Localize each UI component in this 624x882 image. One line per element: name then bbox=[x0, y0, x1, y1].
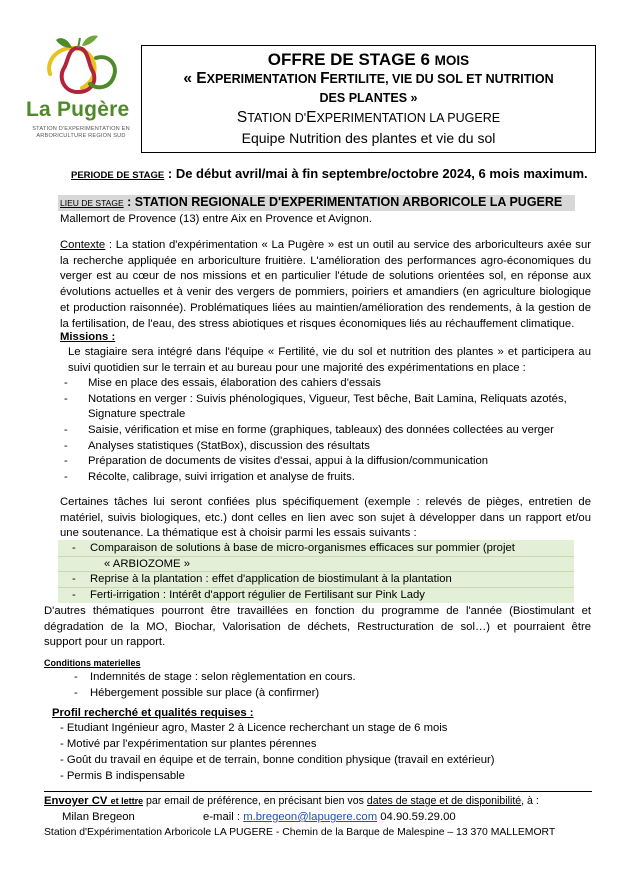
mission-item-2: Notations en verger : Suivis phénologiques, Vigueur, Test bêche, Bait Lamina, Reliquats azotés, bbox=[88, 393, 567, 405]
list-item: - bbox=[64, 455, 68, 467]
title-line-1: OFFRE DE STAGE 6 MOIS bbox=[267, 50, 470, 69]
contexte-paragraph: Contexte : La station d'expérimentation « La Pugère » est un outil au service des arboriculteurs axée sur la recherche appliquée en arboriculture fruitière. L'amélioration des performances agro-économiques du verger est au cœur de nos missions et en particulier l'étude de solutions orientées sol, en réponse aux évolutions actuelles et à venir des vergers de pommiers, poiriers et amandiers (en agriculture biologique et production raisonnée). Problématiques liées au maintien/amélioration des rendements, à la gestion de la fertilisation, de l'eau, des stress abiotiques et risques économiques liés au réchauffement climatique. bbox=[60, 239, 591, 330]
logo-subtitle: STATION D'EXPERIMENTATION EN ARBORICULTURE REGION SUD bbox=[32, 126, 130, 139]
contact-email-line: e-mail : m.bregeon@lapugere.com 04.90.59.29.00 bbox=[203, 811, 456, 823]
profil-label: Profil recherché et qualités requises : bbox=[52, 707, 254, 719]
mission-item-1: Mise en place des essais, élaboration des cahiers d'essais bbox=[88, 377, 381, 389]
mission-item-3: Saisie, vérification et mise en forme (graphiques, tableaux) des données collectées au verger bbox=[88, 424, 554, 436]
logo bbox=[24, 34, 134, 154]
missions-intro: Le stagiaire sera intégré dans l'équipe « Fertilité, vie du sol et nutrition des plantes » et participera au suivi quotidien sur le terrain et au bureau pour une majorité des expérimentations en place : bbox=[68, 346, 591, 374]
profil-item-1: - Etudiant Ingénieur agro, Master 2 à Licence recherchant un stage de 6 mois bbox=[60, 722, 448, 734]
periode-value: : De début avril/mai à fin septembre/octobre 2024, 6 mois maximum. bbox=[164, 166, 588, 181]
lieu-address: Mallemort de Provence (13) entre Aix en Provence et Avignon. bbox=[60, 213, 372, 225]
list-item: - bbox=[64, 471, 68, 483]
email-link[interactable]: m.bregeon@lapugere.com bbox=[243, 811, 378, 823]
envoyer-line: Envoyer CV et lettre par email de préférence, en précisant bien vos dates de stage et de disponibilité, à : bbox=[44, 795, 539, 807]
mission-item-4: Analyses statistiques (StatBox), discussion des résultats bbox=[88, 440, 370, 452]
lieu-value: : STATION REGIONALE D'EXPERIMENTATION ARBORICOLE LA PUGERE bbox=[123, 195, 563, 209]
title-box bbox=[141, 45, 596, 153]
profil-item-4: - Permis B indispensable bbox=[60, 770, 185, 782]
profil-item-2: - Motivé par l'expérimentation sur plantes pérennes bbox=[60, 738, 317, 750]
list-item: - bbox=[64, 393, 68, 405]
mission-item-2-cont: Signature spectrale bbox=[88, 408, 186, 420]
pear-apple-leaf-icon bbox=[38, 34, 120, 96]
list-item: - bbox=[64, 440, 68, 452]
list-item: - bbox=[74, 687, 78, 699]
mission-item-5: Préparation de documents de visites d'essai, appui à la diffusion/communication bbox=[88, 455, 489, 467]
missions-other: D'autres thématiques pourront être travaillées en fonction du programme de l'année (Biostimulant et dégradation de la MO, Biochar, Valorisation de déchets, Restructuration de sol…) et pourraient être support pour un rapport. bbox=[44, 605, 591, 649]
title-line-4: STATION D'EXPERIMENTATION LA PUGERE bbox=[236, 109, 501, 126]
list-item: - bbox=[74, 671, 78, 683]
title-line-2: « EXPERIMENTATION FERTILITE, VIE DU SOL ET NUTRITION bbox=[183, 70, 554, 87]
title-line-5: Equipe Nutrition des plantes et vie du sol bbox=[241, 130, 496, 146]
contact-address: Station d'Expérimentation Arboricole LA PUGERE - Chemin de la Barque de Malespine – 13 370 MALLEMORT bbox=[44, 827, 556, 838]
envoyer-label-a: Envoyer CV bbox=[44, 795, 111, 807]
essai-item-3: Ferti-irrigation : Intérêt d'apport régulier de Fertilisant sur Pink Lady bbox=[90, 589, 425, 601]
periode-label: PERIODE DE STAGE bbox=[71, 170, 165, 181]
essai-item-2: Reprise à la plantation : effet d'application de biostimulant à la plantation bbox=[90, 573, 452, 585]
missions-specific: Certaines tâches lui seront confiées plus spécifiquement (exemple : relevés de pièges, entretien de matériel, suivis biologiques, etc.) dont celles en lien avec son sujet à développer dans un rapport et/ou une soutenance. La thématique est à choisir parmi les essais suivants : bbox=[60, 496, 591, 540]
list-item: - bbox=[72, 589, 76, 601]
condition-item-1: Indemnités de stage : selon règlementation en cours. bbox=[90, 671, 356, 683]
condition-item-2: Hébergement possible sur place (à confirmer) bbox=[90, 687, 320, 699]
conditions-label: Conditions materielles bbox=[44, 658, 141, 668]
logo-title: La Pugère bbox=[26, 98, 130, 121]
profil-item-3: - Goût du travail en équipe et de terrain, bonne condition physique (travail en extérieur) bbox=[60, 754, 495, 766]
essai-item-1-cont: « ARBIOZOME » bbox=[104, 558, 191, 570]
essai-item-1: Comparaison de solutions à base de micro-organismes efficaces sur pommier (projet bbox=[90, 542, 515, 554]
lieu-label: LIEU DE STAGE bbox=[60, 198, 124, 208]
envoyer-label-b: et lettre bbox=[110, 796, 144, 806]
list-item: - bbox=[72, 542, 76, 554]
list-item: - bbox=[72, 573, 76, 585]
list-item: - bbox=[64, 377, 68, 389]
periode-line bbox=[71, 167, 588, 183]
lieu-line bbox=[60, 195, 562, 210]
mission-item-6: Récolte, calibrage, suivi irrigation et analyse de fruits. bbox=[88, 471, 355, 483]
list-item: - bbox=[64, 424, 68, 436]
title-line-3: DES PLANTES » bbox=[319, 91, 418, 105]
contact-name: Milan Bregeon bbox=[62, 811, 135, 823]
missions-label: Missions : bbox=[60, 331, 116, 343]
contexte-label: Contexte bbox=[60, 239, 106, 251]
